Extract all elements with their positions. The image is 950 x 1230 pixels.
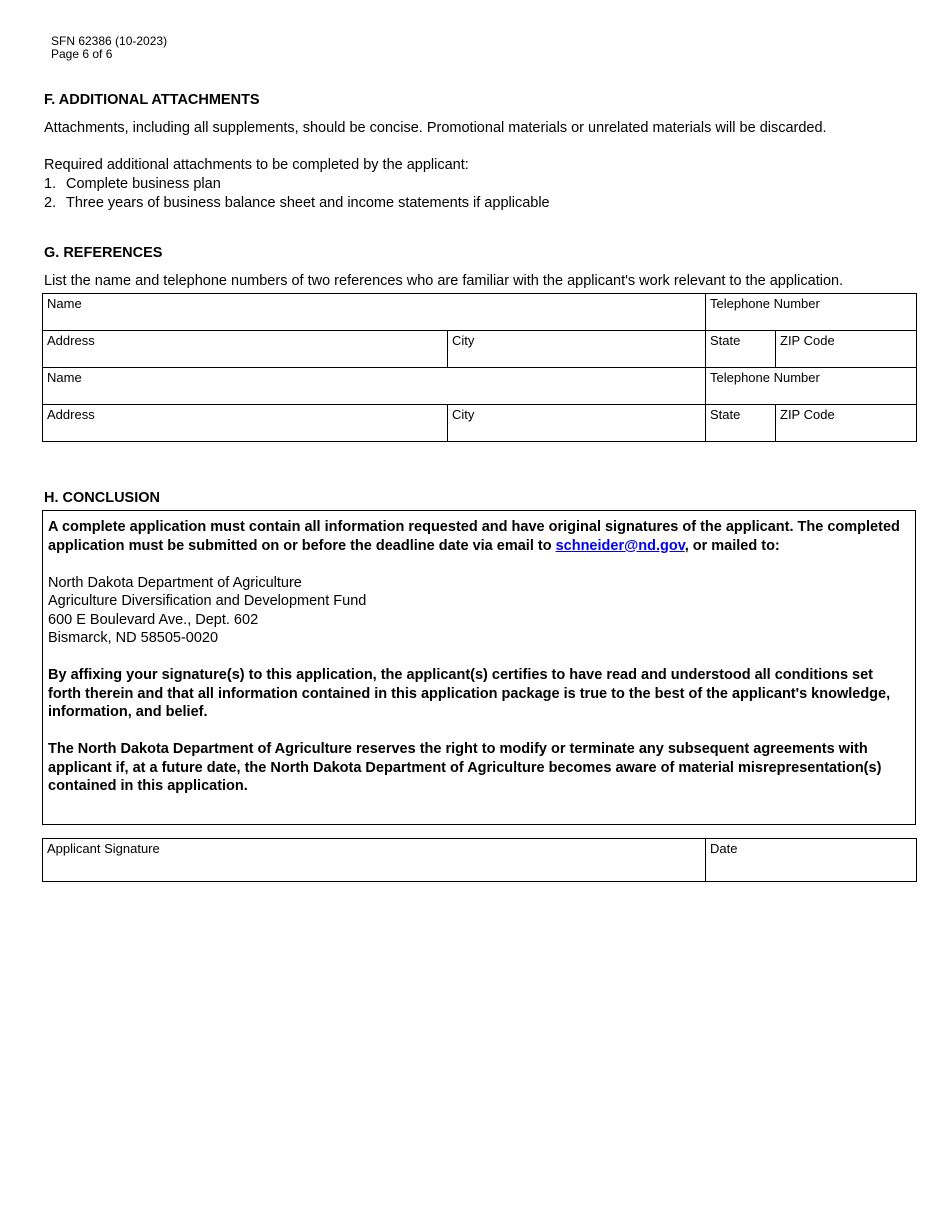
zip-label: ZIP Code	[780, 407, 835, 422]
mailing-address	[48, 574, 910, 648]
reference-2-row-name	[43, 368, 917, 405]
state-label: State	[710, 407, 741, 422]
references-table	[42, 293, 917, 442]
list-item	[44, 194, 550, 213]
reference-1-telephone-field[interactable]	[706, 294, 917, 331]
attachments-intro: Attachments, including all supplements, should be concise. Promotional materials or unrelated materials will be discarded.	[44, 120, 827, 136]
page-header	[51, 35, 167, 61]
page-number: Page 6 of 6	[51, 47, 113, 61]
date-label: Date	[710, 841, 738, 856]
required-attachments-heading: Required additional attachments to be completed by the applicant:	[44, 157, 469, 173]
reference-1-row-name	[43, 294, 917, 331]
reference-1-name-field[interactable]	[43, 294, 706, 331]
name-label: Name	[47, 296, 82, 311]
reference-2-city-field[interactable]	[448, 405, 706, 442]
applicant-signature-field[interactable]	[43, 839, 706, 882]
list-item-number: 1.	[44, 176, 57, 192]
telephone-label: Telephone Number	[710, 370, 820, 385]
list-item	[44, 175, 550, 194]
section-f-title: F. ADDITIONAL ATTACHMENTS	[44, 92, 260, 108]
form-number: SFN 62386 (10-2023)	[51, 34, 168, 48]
city-label: City	[452, 333, 475, 348]
reference-2-name-field[interactable]	[43, 368, 706, 405]
references-intro: List the name and telephone numbers of two references who are familiar with the applicant's work relevant to the application.	[44, 273, 844, 289]
section-h-title: H. CONCLUSION	[44, 490, 160, 506]
reference-2-zip-field[interactable]	[776, 405, 917, 442]
certification-statement: By affixing your signature(s) to this application, the applicant(s) certifies to have read and understood all conditions set forth therein and that all information contained in this application package is true to the best of the applicant's knowledge, information, and belief.	[48, 667, 891, 720]
list-item-number: 2.	[44, 194, 57, 211]
telephone-label: Telephone Number	[710, 296, 820, 311]
signature-row	[43, 839, 917, 882]
reference-1-city-field[interactable]	[448, 331, 706, 368]
list-item-text: Complete business plan	[66, 176, 221, 192]
zip-label: ZIP Code	[780, 333, 835, 348]
reference-1-zip-field[interactable]	[776, 331, 917, 368]
address-label: Address	[47, 407, 95, 422]
reference-2-row-address	[43, 405, 917, 442]
submission-text: A complete application must contain all information requested and have original signatures of the applicant. The completed application must be submitted on or before the deadline date via email to	[48, 519, 900, 554]
address-line: 600 E Boulevard Ave., Dept. 602	[48, 611, 259, 628]
address-label: Address	[47, 333, 95, 348]
reference-2-state-field[interactable]	[706, 405, 776, 442]
submission-text-end: , or mailed to:	[684, 537, 780, 554]
address-line: Agriculture Diversification and Development Fund	[48, 593, 367, 609]
reservation-statement: The North Dakota Department of Agriculture reserves the right to modify or terminate any subsequent agreements with applicant if, at a future date, the North Dakota Department of Agriculture becomes aware of material misrepresentation(s) contained in this application.	[48, 741, 882, 794]
city-label: City	[452, 407, 475, 422]
reference-1-row-address	[43, 331, 917, 368]
address-line: North Dakota Department of Agriculture	[48, 574, 302, 591]
reference-2-telephone-field[interactable]	[706, 368, 917, 405]
section-g-title: G. REFERENCES	[44, 245, 163, 261]
state-label: State	[710, 333, 741, 348]
date-field[interactable]	[706, 839, 917, 882]
reference-2-address-field[interactable]	[43, 405, 448, 442]
list-item-text: Three years of business balance sheet and income statements if applicable	[66, 194, 550, 211]
reference-1-state-field[interactable]	[706, 331, 776, 368]
address-line: Bismarck, ND 58505-0020	[48, 630, 219, 646]
signature-table	[42, 838, 917, 882]
submission-instructions	[48, 518, 910, 555]
required-attachments-list	[44, 175, 550, 212]
reference-1-address-field[interactable]	[43, 331, 448, 368]
email-link[interactable]: schneider@nd.gov	[555, 537, 685, 554]
conclusion-box	[42, 510, 916, 825]
name-label: Name	[47, 370, 82, 385]
applicant-signature-label: Applicant Signature	[47, 841, 160, 856]
